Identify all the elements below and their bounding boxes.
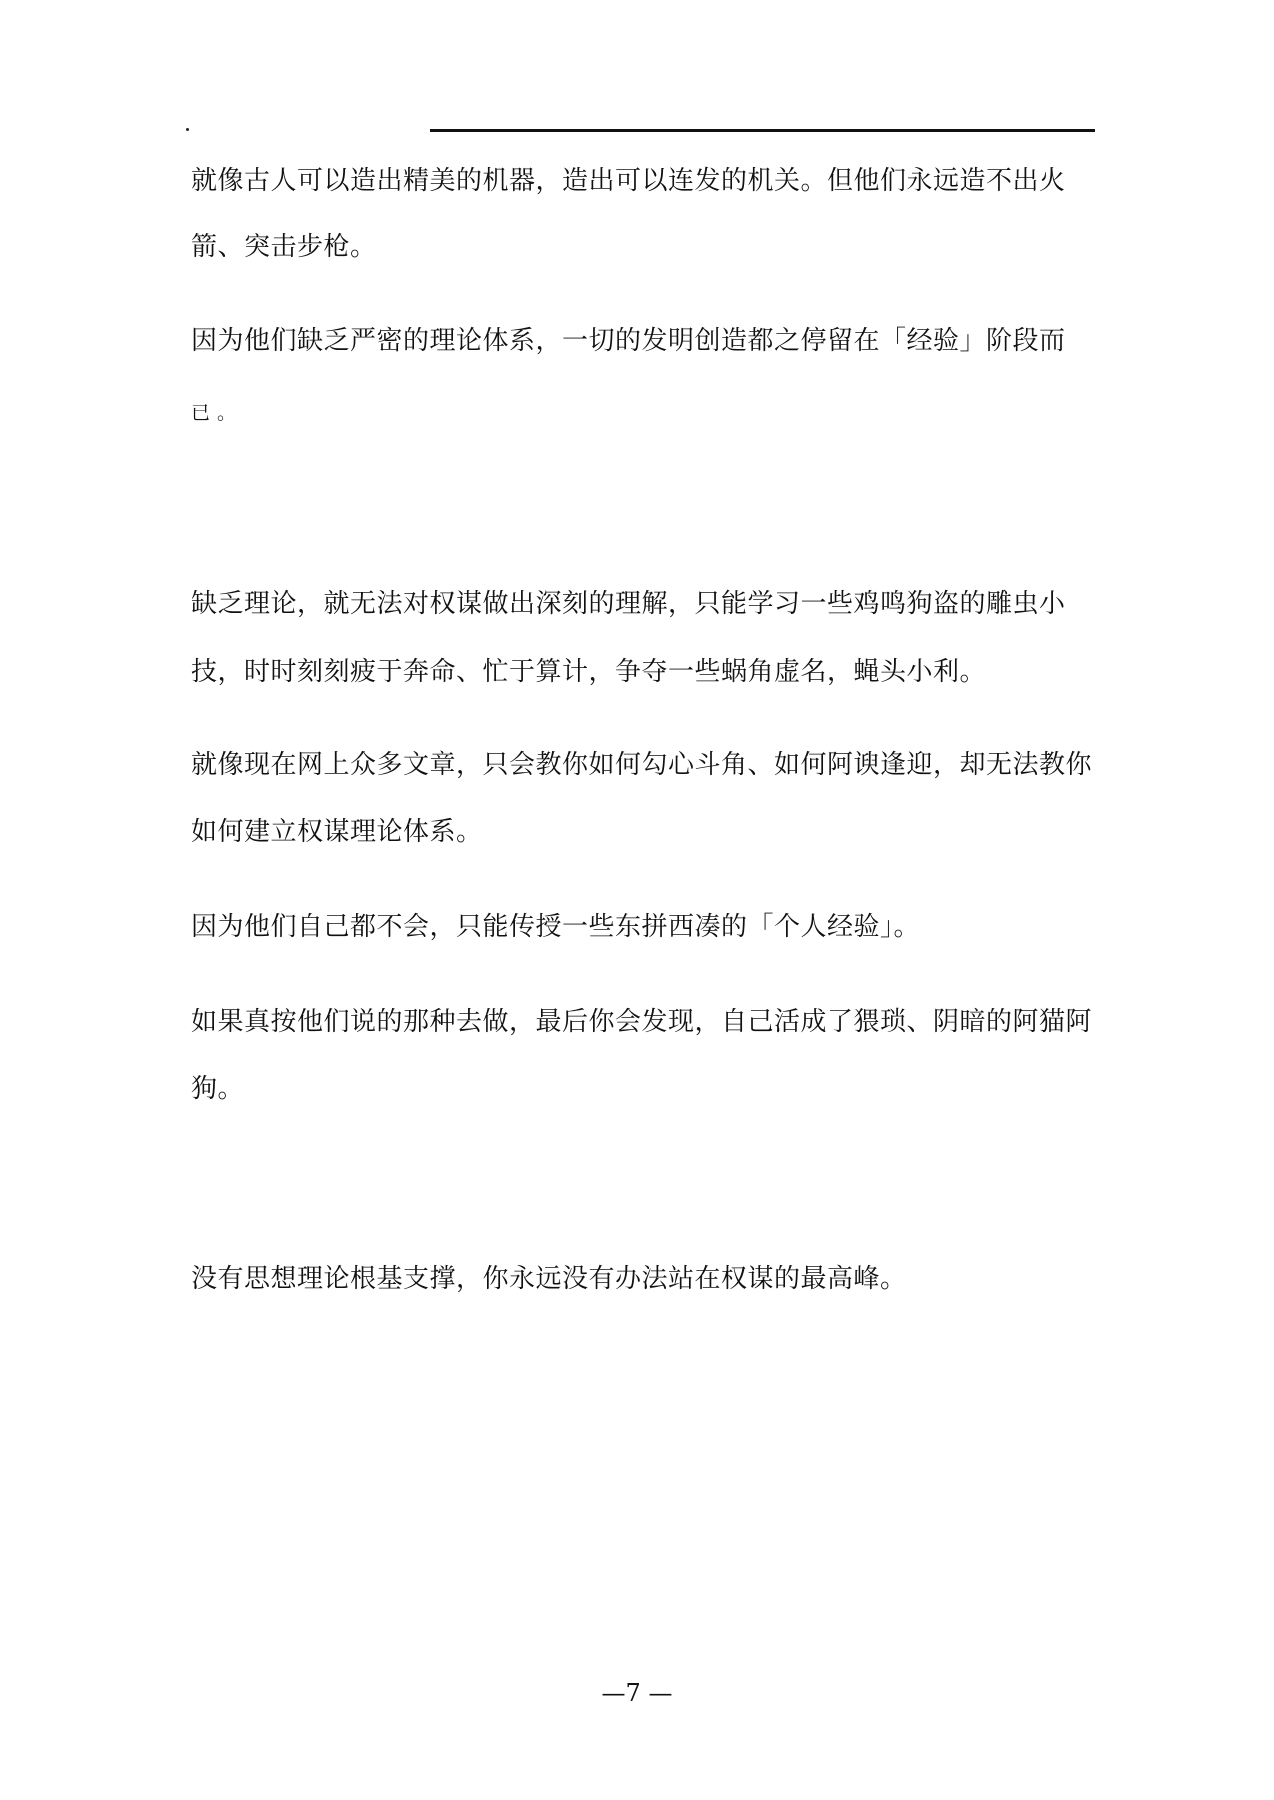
text-line-1: 就像古人可以造出精美的机器，造出可以连发的机关。但他们永远造不出火 [191,166,1066,196]
header-rule [430,129,1095,132]
text-line-10: 如果真按他们说的那种去做，最后你会发现，自己活成了猥琐、阴暗的阿猫阿 [191,1007,1093,1037]
text-line-2: 箭、突击步枪。 [191,232,377,262]
text-line-7: 就像现在网上众多文章，只会教你如何勾心斗角、如何阿谀逢迎，却无法教你 [191,750,1093,780]
text-line-8: 如何建立权谋理论体系。 [191,817,483,847]
page-number: —7 — [601,1679,673,1707]
text-line-12: 没有思想理论根基支撑，你永远没有办法站在权谋的最高峰。 [191,1264,907,1294]
text-line-9: 因为他们自己都不会，只能传授一些东拼西凑的「个人经验」。 [191,912,921,942]
text-line-5: 缺乏理论，就无法对权谋做出深刻的理解，只能学习一些鸡鸣狗盗的雕虫小 [191,589,1066,619]
text-line-4: 已 。 [191,402,237,424]
text-line-6: 技，时时刻刻疲于奔命、忙于算计，争夺一些蜗角虚名，蝇头小利。 [191,657,987,687]
header-dot [186,128,189,131]
text-line-11: 狗。 [191,1074,245,1104]
text-line-3: 因为他们缺乏严密的理论体系，一切的发明创造都之停留在「经验」阶段而 [191,326,1066,356]
